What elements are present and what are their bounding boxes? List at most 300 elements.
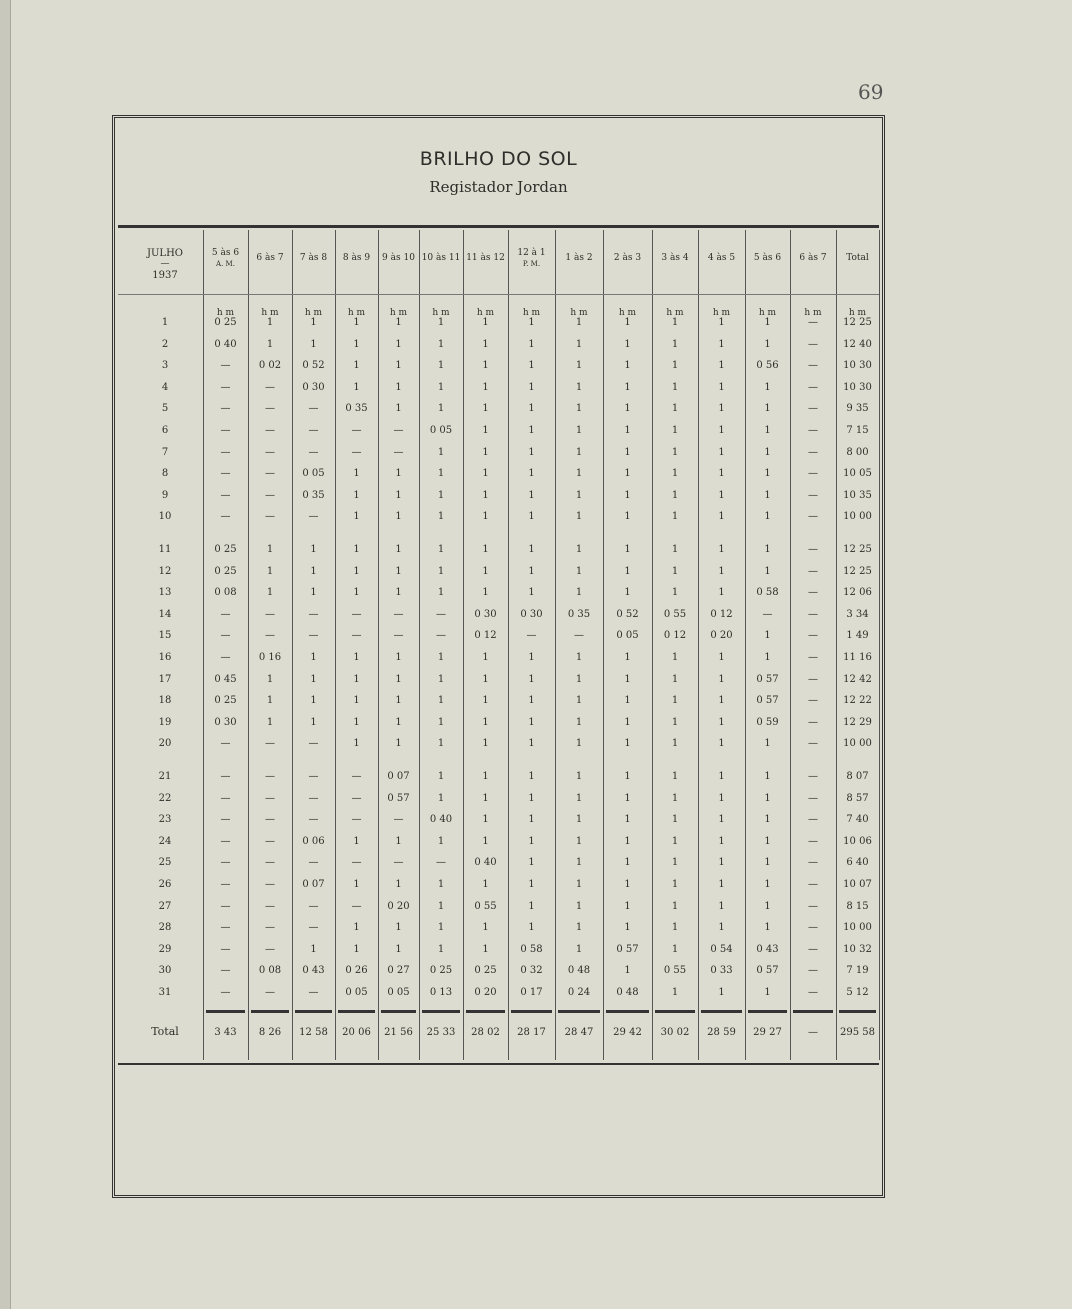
table-cell: — [351,857,362,869]
table-cell: 10 30 [843,360,872,372]
table-cell: 10 07 [843,879,872,890]
table-cell: 1 [764,338,771,350]
table-cell: — [808,317,818,328]
table-cell: 1 [353,835,360,847]
total-cell: 8 26 [258,1027,282,1038]
column-units-label: h m [347,308,366,318]
table-cell: 0 57 [756,695,779,707]
row-day-number: 10 [158,511,172,523]
row-day-number: 18 [158,695,172,707]
table-cell: — [220,771,231,782]
total-cell: 295 58 [840,1027,875,1038]
table-bottom-rule [118,1063,879,1065]
table-cell: 1 [624,814,631,826]
table-cell: 1 [482,381,489,393]
table-cell: 1 [310,317,317,328]
table-cell: 1 [310,716,317,728]
total-separator [295,1010,332,1013]
table-cell: 12 25 [843,544,872,555]
table-cell: 1 [671,403,679,415]
total-cell: 28 02 [471,1027,500,1038]
table-cell: 1 [528,544,535,555]
table-cell: — [808,738,818,750]
table-cell: — [220,900,231,912]
table-cell: 12 25 [843,317,872,328]
table-cell: 8 00 [846,446,869,458]
table-cell: 1 [482,943,489,955]
table-cell: 1 [575,695,583,707]
table-cell: — [265,738,275,750]
table-cell: — [308,630,319,642]
table-cell: — [308,511,319,523]
table-cell: — [808,879,818,890]
table-cell: — [308,922,319,934]
table-cell: 0 35 [345,403,368,415]
table-cell: 1 [624,716,631,728]
table-cell: 1 [624,695,631,707]
total-cell: 21 56 [384,1027,413,1038]
table-cell: 0 55 [663,608,687,620]
column-header-range: 5 às 6 [211,248,240,258]
table-cell: — [220,879,231,890]
table-cell: 1 [575,317,583,328]
column-header-range: 11 às 12 [466,253,505,263]
row-day-number: 1 [161,317,169,328]
column-units-label: h m [216,308,235,318]
column-header-range: 4 às 5 [707,253,736,263]
column-header-range: 5 às 6 [753,253,782,263]
table-cell: — [265,425,275,436]
table-cell: 1 [353,317,360,328]
table-cell: 1 [671,695,679,707]
table-cell: 9 35 [846,403,869,415]
table-cell: 1 [575,879,583,890]
table-cell: 0 02 [258,360,282,372]
table-cell: — [265,771,275,782]
row-day-number: 19 [158,716,172,728]
table-cell: 0 16 [258,652,282,663]
table-cell: — [220,943,231,955]
table-cell: 1 [266,317,274,328]
table-cell: — [526,630,537,642]
table-cell: 1 [718,814,725,826]
table-cell: 1 [671,738,679,750]
table-cell: — [436,630,446,642]
table-cell: 1 [718,879,725,890]
table-cell: 1 [310,943,317,955]
table-cell: — [308,608,319,620]
table-cell: — [808,338,818,350]
table-cell: 0 58 [756,587,779,599]
table-cell: 0 12 [710,608,733,620]
table-cell: 1 [671,360,679,372]
table-cell: 0 55 [663,965,687,977]
table-cell: 1 [437,716,445,728]
table-cell: 1 [718,792,725,804]
table-cell: 0 27 [387,965,410,977]
table-cell: 1 [266,338,274,350]
table-cell: 1 [266,544,274,555]
table-cell: 1 [528,716,535,728]
table-cell: — [308,792,319,804]
table-cell: 0 05 [616,630,639,642]
table-cell: 1 [575,425,583,436]
table-cell: 1 [395,922,402,934]
table-cell: 12 22 [843,695,872,707]
table-cell: 1 [353,587,360,599]
table-cell: — [351,630,362,642]
table-cell: 1 [764,835,771,847]
column-header-range: 8 às 9 [342,253,371,263]
table-cell: — [265,792,275,804]
table-cell: — [308,814,319,826]
total-cell: 12 58 [299,1027,328,1038]
table-cell: 1 [310,565,317,577]
table-cell: 0 35 [302,489,325,501]
table-cell: — [351,771,362,782]
table-cell: — [265,943,275,955]
table-cell: 1 [353,716,360,728]
row-day-number: 28 [158,922,172,934]
row-day-number: 11 [158,544,172,555]
table-cell: 1 [671,987,679,998]
table-cell: 1 [764,630,771,642]
table-cell: 7 19 [846,965,869,977]
table-cell: 1 [764,381,771,393]
table-cell: 1 [437,317,445,328]
table-cell: 1 [764,857,771,869]
table-cell: 1 [575,565,583,577]
table-cell: 10 30 [843,381,872,393]
table-cell: 1 [671,425,679,436]
table-cell: 1 [528,565,535,577]
table-cell: — [393,630,404,642]
table-cell: 1 [764,900,771,912]
table-cell: 1 [718,857,725,869]
total-separator [793,1010,833,1013]
table-cell: 1 [310,587,317,599]
table-cell: 8 15 [846,900,869,912]
table-cell: 1 [575,900,583,912]
table-cell: 1 [671,489,679,501]
table-cell: — [808,716,818,728]
table-cell: 1 [671,544,679,555]
table-cell: 1 [482,565,489,577]
row-day-number: 31 [158,987,172,998]
table-cell: — [808,608,818,620]
table-cell: 1 [624,338,631,350]
table-cell: 10 06 [843,835,872,847]
table-cell: 1 [437,943,445,955]
total-cell: 25 33 [426,1027,456,1038]
table-cell: 1 [764,814,771,826]
table-cell: 0 57 [387,792,410,804]
month-dash: — [160,259,170,269]
column-header-range: 3 às 4 [661,253,689,263]
table-cell: 1 [764,489,771,501]
table-cell: — [220,965,231,977]
table-cell: 0 45 [214,673,237,685]
table-cell: — [808,987,818,998]
table-cell: 0 12 [474,630,497,642]
table-cell: — [808,489,818,501]
table-cell: 1 [353,943,360,955]
column-header-range: Total [846,253,869,263]
table-cell: 0 20 [474,987,497,998]
month-label: JULHO [147,248,183,259]
table-cell: — [808,814,818,826]
table-cell: 1 [671,716,679,728]
table-cell: 1 [353,879,360,890]
table-cell: 0 59 [756,716,779,728]
table-title: BRILHO DO SOL [419,148,578,170]
table-cell: — [808,425,818,436]
table-cell: 1 [482,814,489,826]
table-cell: 0 54 [710,943,733,955]
table-cell: — [220,608,231,620]
table-cell: 1 [764,652,771,663]
table-cell: 5 12 [846,987,869,998]
table-cell: 1 [671,652,679,663]
table-cell: 1 [482,716,489,728]
table-cell: 1 [624,879,631,890]
table-cell: 1 [764,771,771,782]
table-cell: 1 [482,317,489,328]
table-cell: — [220,652,231,663]
row-day-number: 9 [161,489,169,501]
table-cell: — [808,792,818,804]
table-cell: 1 [528,511,535,523]
table-cell: — [308,857,319,869]
table-cell: 1 [718,338,725,350]
table-cell: 7 40 [846,814,869,826]
table-cell: 1 [353,652,360,663]
table-cell: 1 [353,489,360,501]
row-day-number: 3 [161,360,169,372]
table-cell: 1 [482,403,489,415]
total-separator [606,1010,649,1013]
table-cell: 1 [624,489,631,501]
table-cell: 0 25 [429,965,453,977]
table-cell: 1 [437,673,445,685]
row-day-number: 26 [158,879,172,890]
table-cell: — [808,544,818,555]
table-cell: 1 [624,835,631,847]
table-cell: 1 [575,544,583,555]
column-header-range: 6 às 7 [256,253,284,263]
table-cell: — [808,446,818,458]
table-cell: 1 [718,587,725,599]
table-subtitle: Registador Jordan [429,178,568,196]
table-cell: 1 [395,879,402,890]
table-cell: 1 [718,716,725,728]
table-cell: 1 [310,652,317,663]
table-cell: 0 17 [520,987,543,998]
table-cell: 1 [575,587,583,599]
table-cell: 0 08 [214,587,237,599]
table-cell: — [220,738,231,750]
table-cell: 1 [528,317,535,328]
table-cell: 1 [437,381,445,393]
table-cell: 1 [395,317,402,328]
table-cell: 1 [575,489,583,501]
table-cell: 1 [671,511,679,523]
table-cell: 0 55 [474,900,497,912]
table-cell: — [220,987,231,998]
table-cell: 1 [624,511,631,523]
row-day-number: 23 [158,814,172,826]
table-cell: — [265,468,275,480]
column-header-range: 2 às 3 [613,253,642,263]
table-cell: 0 30 [474,608,497,620]
table-cell: 0 57 [756,965,779,977]
table-cell: 12 42 [843,673,872,685]
table-cell: 1 [437,511,445,523]
table-cell: 1 [528,446,535,458]
table-cell: 1 [482,652,489,663]
table-cell: 1 [310,695,317,707]
table-cell: 1 [575,771,583,782]
table-cell: 1 [671,317,679,328]
table-cell: 1 [575,338,583,350]
row-day-number: 24 [158,835,172,847]
row-day-number: 25 [158,857,172,869]
table-cell: 0 25 [214,544,237,555]
table-cell: 1 [528,879,535,890]
table-cell: 1 [528,403,535,415]
table-cell: 1 [528,814,535,826]
table-cell: — [808,381,818,393]
table-cell: 1 [395,587,402,599]
table-cell: 1 [528,468,535,480]
table-cell: 1 [764,792,771,804]
table-cell: 1 [528,771,535,782]
table-cell: 1 [395,835,402,847]
table-cell: 1 [482,489,489,501]
table-cell: 0 25 [214,317,237,328]
table-cell: — [220,857,231,869]
table-cell: 1 [437,900,445,912]
table-cell: 12 29 [843,716,872,728]
table-cell: 1 [624,381,631,393]
table-cell: 1 [353,381,360,393]
table-cell: 1 [575,716,583,728]
table-cell: 0 24 [567,987,591,998]
column-divider [603,230,604,1060]
table-cell: 1 [718,489,725,501]
table-cell: 10 05 [843,468,872,480]
table-cell: 0 05 [387,987,410,998]
table-cell: — [393,425,404,436]
table-cell: 3 34 [846,608,869,620]
table-cell: 1 [624,446,631,458]
table-cell: 1 [764,544,771,555]
table-cell: 0 25 [214,695,237,707]
table-cell: 0 56 [756,360,779,372]
total-row-label: Total [151,1025,179,1038]
total-cell: 3 43 [214,1027,237,1038]
row-day-number: 2 [161,338,169,350]
table-cell: 1 [482,792,489,804]
table-cell: — [308,446,319,458]
table-cell: 1 [395,468,402,480]
row-day-number: 30 [158,965,172,977]
column-units-label: h m [304,308,323,318]
row-day-number: 4 [161,381,169,393]
table-cell: 1 [437,652,445,663]
table-cell: 1 [266,716,274,728]
row-day-number: 20 [158,738,172,750]
table-cell: 0 43 [756,943,779,955]
table-cell: 1 [764,922,771,934]
table-cell: 1 [718,381,725,393]
table-cell: — [265,630,275,642]
table-cell: 1 [575,652,583,663]
table-cell: — [220,835,231,847]
column-units-label: h m [618,308,637,318]
table-cell: 1 [718,403,725,415]
table-cell: 1 [624,652,631,663]
table-cell: 1 [353,511,360,523]
table-cell: 1 [624,565,631,577]
column-header-range: 7 às 8 [299,253,328,263]
table-cell: — [436,608,446,620]
total-cell: — [808,1027,818,1038]
table-cell: 10 35 [843,489,872,501]
column-units-label: h m [389,308,408,318]
table-cell: 1 [671,857,679,869]
table-cell: 1 [624,425,631,436]
column-divider [419,230,420,1060]
table-cell: 1 [575,857,583,869]
table-cell: 1 [671,814,679,826]
total-separator [839,1010,876,1013]
table-cell: 0 30 [214,716,237,728]
table-cell: 1 [528,360,535,372]
row-day-number: 13 [158,587,172,599]
table-cell: 1 [395,652,402,663]
column-divider [836,230,837,1060]
table-cell: 1 [764,403,771,415]
column-units-label: h m [666,308,684,318]
table-cell: — [220,792,231,804]
table-cell: 0 48 [567,965,591,977]
table-cell: — [436,857,446,869]
row-day-number: 14 [158,608,172,620]
table-cell: 0 25 [214,565,237,577]
table-cell: — [265,511,275,523]
column-header-range: 1 às 2 [565,253,593,263]
table-cell: 1 [575,360,583,372]
total-separator [251,1010,289,1013]
table-cell: 1 [437,792,445,804]
column-header-range: 12 à 1 [517,248,546,258]
table-cell: 1 [528,835,535,847]
column-units-label: h m [712,308,731,318]
table-cell: 1 [718,835,725,847]
table-cell: — [808,943,818,955]
table-cell: 1 [353,922,360,934]
table-cell: 1 [266,695,274,707]
table-cell: 1 [528,792,535,804]
table-cell: — [808,511,818,523]
table-cell: 8 07 [846,771,869,782]
table-cell: 1 [671,879,679,890]
table-cell: 1 [266,673,274,685]
table-cell: 1 [395,511,402,523]
column-units-label: h m [476,308,495,318]
row-day-number: 29 [158,943,172,955]
